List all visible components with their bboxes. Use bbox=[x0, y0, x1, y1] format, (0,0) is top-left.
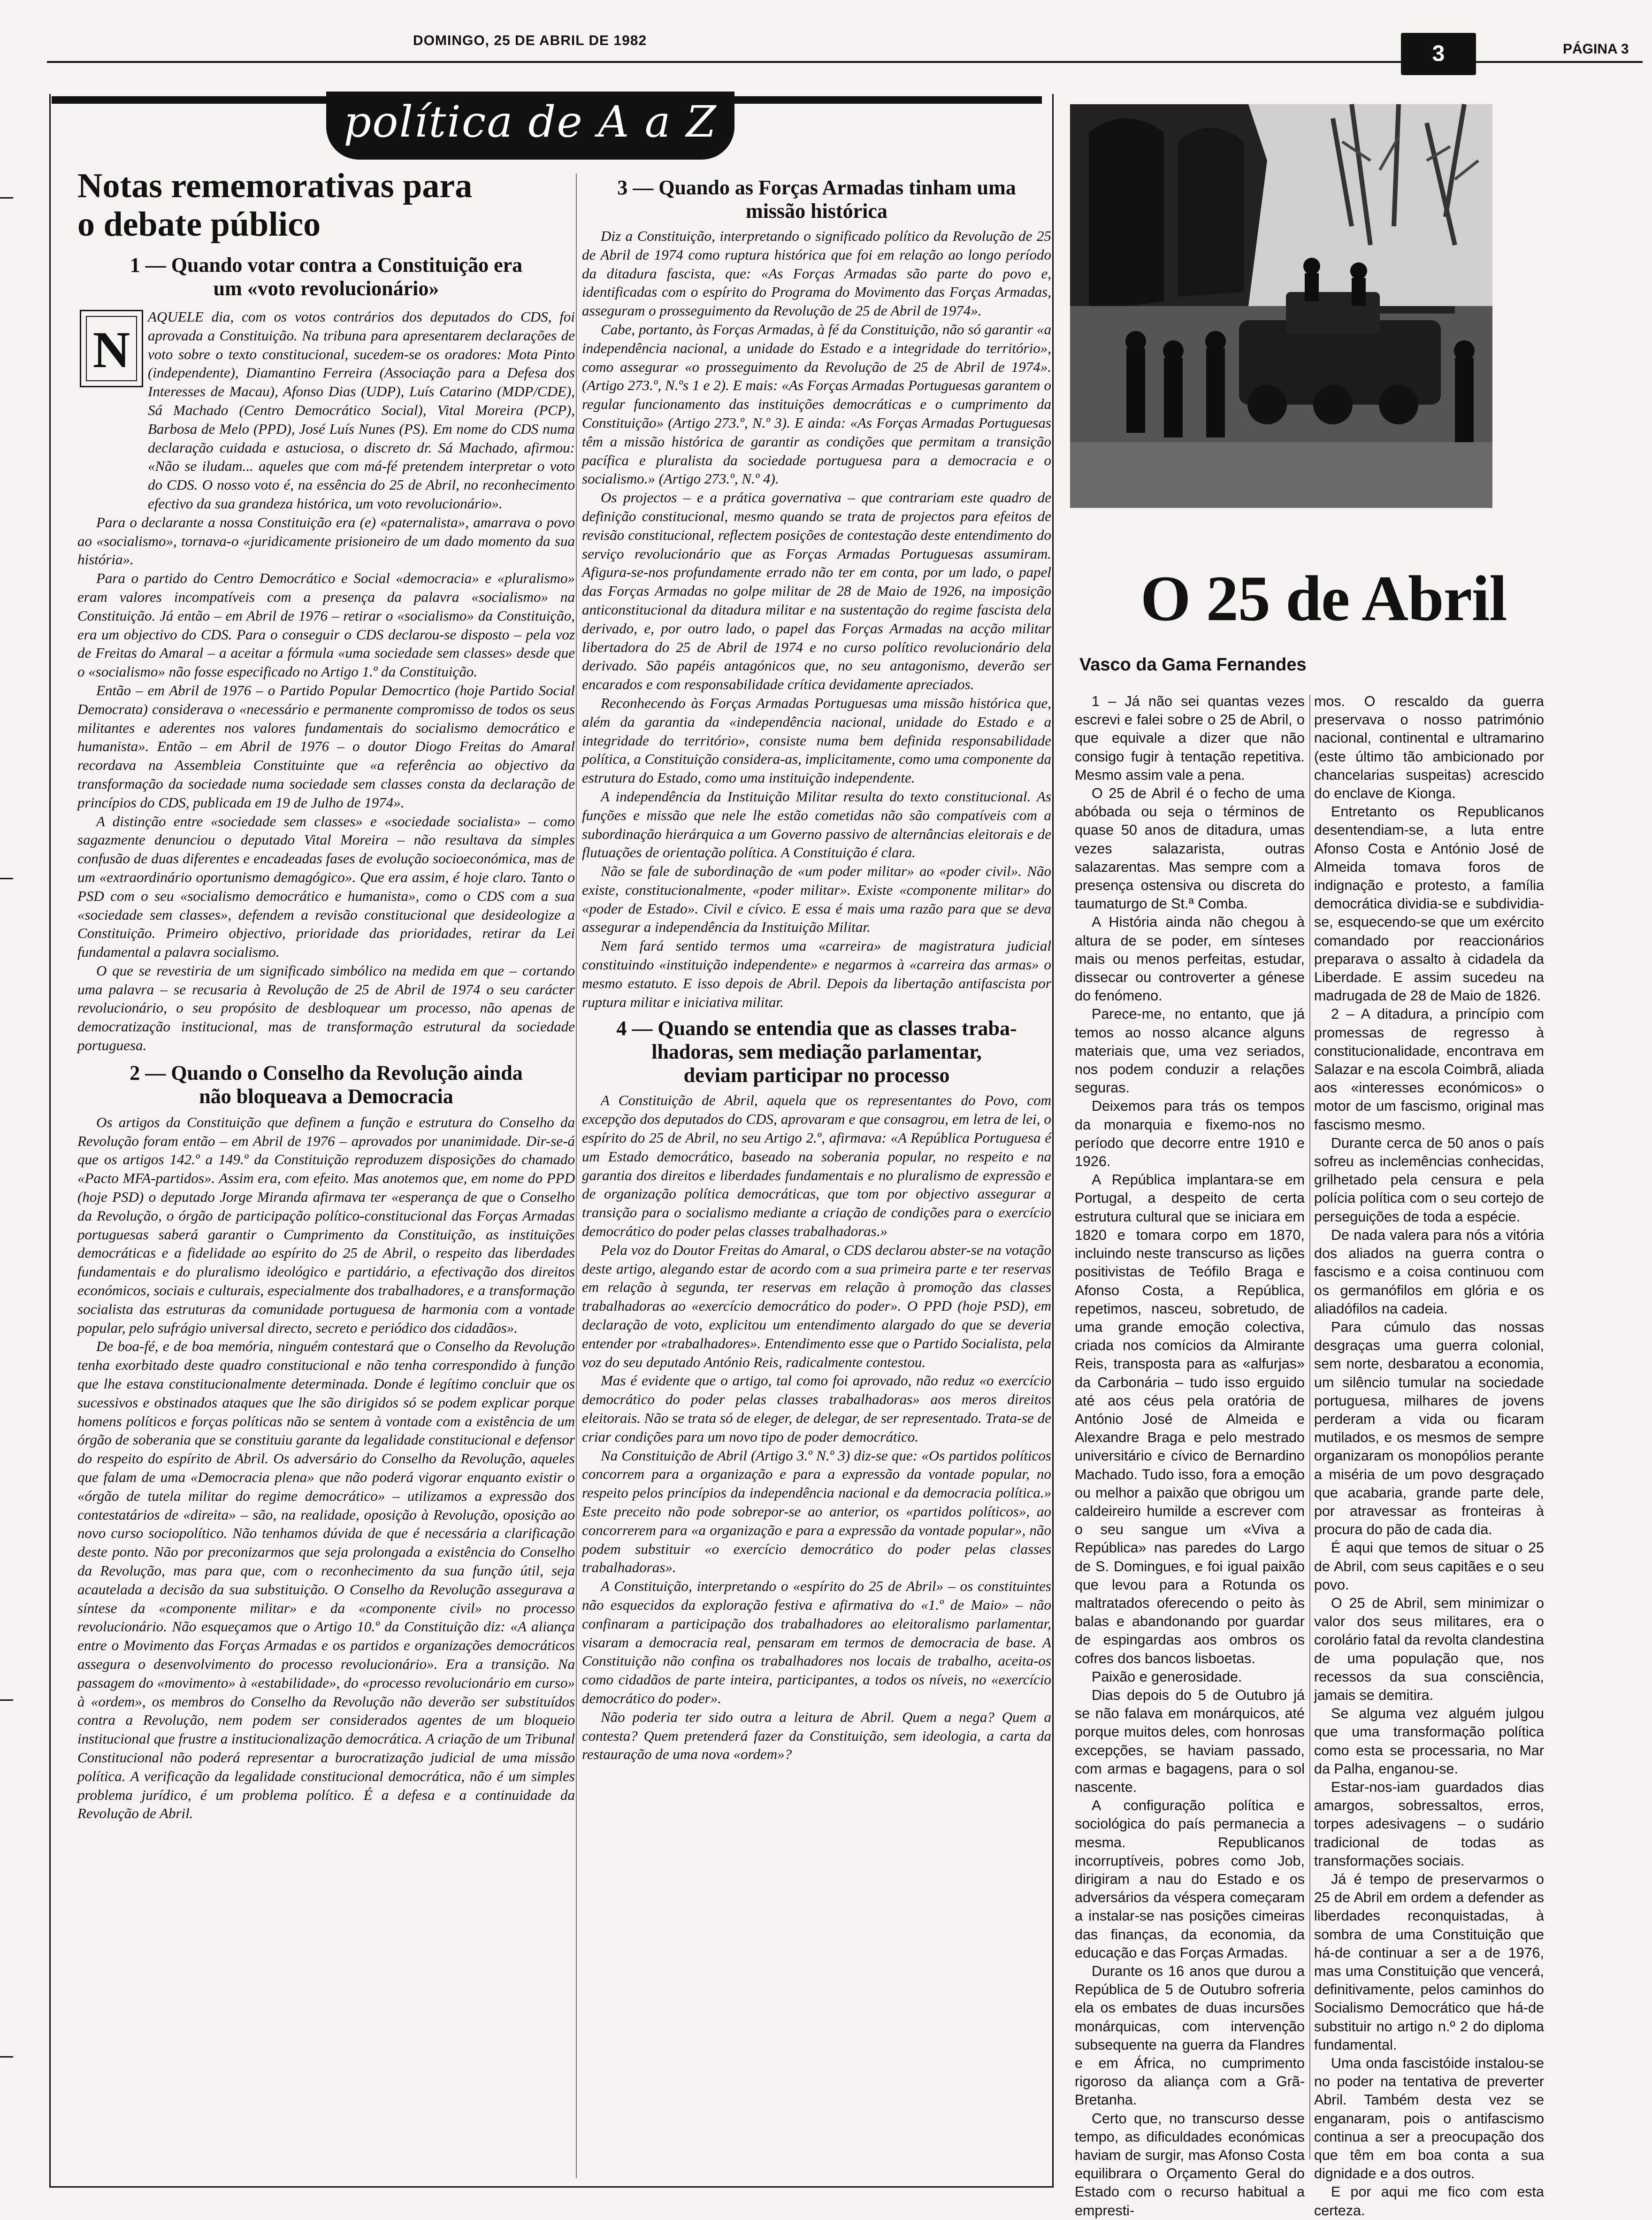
paragraph: Já é tempo de preservarmos o 25 de Abril em ordem a defender as liberdades reconquistadas, à sombra de uma Constituição que há-de continuar a ser a de 1976, mas uma Constituição que vencerá, definitivamente, pelos caminhos do Socialismo Democrático que há-de substituir no artigo n.º 2 do diploma fundamental. bbox=[1314, 1871, 1544, 2053]
margin-mark bbox=[0, 2056, 13, 2058]
section-heading-4: 4 — Quando se entendia que as classes traba- lhadoras, sem mediação parlamentar, deviam participar no processo bbox=[616, 1017, 1017, 1087]
paragraph: Na Constituição de Abril (Artigo 3.º N.º 3) diz-se que: «Os partidos políticos concorrem para a organização e para a expressão da vontade popular, no respeito pelos princípios da independência nacional e da democracia política.» Este preceito não pode sobrepor-se ao anterior, os «partidos políticos», ao concorrerem para «a organização e para a expressão da vontade popular», não podem substituir «o exercício democrático do poder pelas classes trabalhadoras». bbox=[582, 1447, 1051, 1576]
paragraph: A independência da Instituição Militar resulta do texto constitucional. As funções e missão que nele lhe estão cometidas não são compatíveis com a subordinação hierárquica a um Governo passivo de alternâncias eleitorais e de flutuações de orientação política. A Constituição é clara. bbox=[582, 788, 1051, 861]
paragraph: Então – em Abril de 1976 – o Partido Popular Democrtico (hoje Partido Social Democrata) considerava o «necessário e permanente compromisso de todos os seus militantes e aderentes nos valores fundamentais do socialismo democrático e humanista». Então – em Abril de 1976 – o doutor Diogo Freitas do Amaral recordava na Assembleia Constituinte que «a referência ao objectivo da transformação da sociedade numa sociedade sem classes consta da declaração de princípios do CDS, publicada em 19 de Julho de 1974». bbox=[77, 682, 575, 811]
right-article-title: O 25 de Abril bbox=[1140, 562, 1507, 634]
paragraph: Estar-nos-iam guardados dias amargos, sobressaltos, erros, torpes adesivagens – o sudário tradicional de todas as transformações sociais. bbox=[1314, 1779, 1544, 1869]
paragraph: Parece-me, no entanto, que já temos ao nosso alcance alguns materiais que, uma vez seriados, nos podem conduzir a relações seguras. bbox=[1075, 1006, 1305, 1096]
author-byline: Vasco da Gama Fernandes bbox=[1079, 655, 1307, 675]
paragraph: Se alguma vez alguém julgou que uma transformação política como esta se processaria, no Mar da Palha, enganou-se. bbox=[1314, 1705, 1544, 1777]
paragraph: Uma onda fascistóide instalou-se no poder na tentativa de preverter Abril. Também desta vez se enganaram, pois o antifascismo continua a ser a preocupação dos que têm em boa conta a sua dignidade e a dos outros. bbox=[1314, 2055, 1544, 2182]
paragraph: Paixão e generosidade. bbox=[1092, 1668, 1242, 1685]
paragraph: Não se fale de subordinação de «um poder militar» ao «poder civil». Não existe, constitucionalmente, «poder militar». Existe «componente militar» do «poder de Estado». Civil e cívico. E essa é mais uma razão para que se deva assegurar a independência da Instituição Militar. bbox=[582, 863, 1051, 936]
paragraph: 1 – Já não sei quantas vezes escrevi e falei sobre o 25 de Abril, o que equivale a dizer que não consigo fugir à tentação repetitiva. Mesmo assim vale a pena. bbox=[1075, 693, 1305, 783]
paragraph: A História ainda não chegou à altura de se poder, em sínteses mais ou menos perfeitas, estudar, dissecar ou controverter a génese do fenómeno. bbox=[1075, 914, 1305, 1004]
paragraph: Nem fará sentido termos uma «carreira» de magistratura judicial constituindo «instituição independente» e negarmos à «carreira das armas» o mesmo estatuto. E isso depois de Abril. Depois da libertação antifascista por ruptura militar e iniciativa militar. bbox=[582, 937, 1051, 1010]
paragraph: O que se revestiria de um significado simbólico na medida em que – cortando uma palavra – se recusaria à Revolução de 25 de Abril de 1974 o seu carácter revolucionário, o seu propósito de desbloquear um processo, não apenas de democratização institucional, mas de transformação estrutural da sociedade portuguesa. bbox=[77, 962, 575, 1054]
section-title: política de A a Z bbox=[344, 97, 717, 147]
paragraph: Pela voz do Doutor Freitas do Amaral, o CDS declarou abster-se na votação deste artigo, alegando estar de acordo com a sua primeira parte e ter reservas em relação à segunda, ter reservas em relação à promoção das classes trabalhadoras ao «exercício democrático do poder». O PPD (hoje PSD), em declaração de voto, explicitou um entendimento alargado do que se deveria entender por «trabalhadores». Entendimento esse que o Partido Socialista, pela voz do seu deputado António Reis, radicalmente contestou. bbox=[582, 1241, 1051, 1370]
paragraph: Os projectos – e a prática governativa – que contrariam este quadro de definição constitucional, mesmo quando se trata de projectos para efeitos de revisão constitucional, reflectem posições de contestação deste entendimento do serviço revolucionário que as Forças Armadas Portuguesas assumiram. Afigura-se-nos profundamente errado não ter em conta, por um lado, o papel das Forças Armadas no golpe militar de 28 de Maio de 1926, na imposição anticonstitucional da ditadura militar e na sustentação do regime fascista dela derivado, e, por outro lado, o papel das Forças Armadas na acção militar libertadora do 25 de Abril de 1974 e no curso político revolucionário dela derivado. São papéis antagónicos que, no seu antagonismo, deverão ser encarados e com responsabilidade crítica devidamente apreciados. bbox=[582, 489, 1051, 693]
drop-cap: N bbox=[80, 310, 143, 387]
paragraph: Certo que, no transcurso desse tempo, as dificuldades económicas haviam de surgir, mas Afonso Costa equilibrara o Orçamento Geral do Estado com o recurso habitual a empresti- bbox=[1075, 2110, 1305, 2219]
paragraph: A configuração política e sociológica do país permanecia a mesma. Republicanos incorruptíveis, pobres como Job, dirigiram a nau do Estado e os adversários da véspera começaram a instalar-se nas posições cimeiras das finanças, da economia, da educação e das Forças Armadas. bbox=[1075, 1798, 1305, 1961]
header-rule bbox=[47, 61, 1643, 63]
paragraph: Reconhecendo às Forças Armadas Portuguesas uma missão histórica que, além da garantia da «independência nacional, unidade do Estado e a integridade do território», consiste numa bem definida responsabilidade política, a Constituição considera-as, implicitamente, como uma componente da estrutura do Estado, como uma instituição independente. bbox=[582, 694, 1051, 786]
paragraph: Durante os 16 anos que durou a República de 5 de Outubro sofreria ela os embates de duas incursões monárquicas, com intervenção subsequente na guerra da Flandres e em África, no cumprimento rigoroso da aliança com a Grã-Bretanha. bbox=[1075, 1963, 1305, 2108]
paragraph: De nada valera para nós a vitória dos aliados na guerra contra o fascismo e a coisa continuou com os germanófilos em glória e os aliadófilos na cadeia. bbox=[1314, 1227, 1544, 1317]
paragraph: AQUELE dia, com os votos contrários dos deputados do CDS, foi aprovada a Constituição. Na tribuna para apresentarem declarações de voto sobre o texto constitucional, sucedem-se os oradores: Mota Pinto (independente), Diamantino Ferreira (Associação para a Defesa dos Interesses de Macau), Afonso Dias (UDP), Luís Catarino (MDP/CDE), Sá Machado (Centro Democrático Social), Vital Moreira (PCP), Barbosa de Melo (PPD), José Luís Nunes (PS). Em nome do CDS numa declaração cuidada e astuciosa, o discreto dr. Sá Machado, afirmou: «Não se iludam... aqueles que com má-fé pretendem interpretar o voto do CDS. O nosso voto é, na essência do 25 de Abril, no reconhecimento efectivo da sua grandeza histórica, um voto revolucionário». bbox=[148, 308, 575, 512]
paragraph: A República implantara-se em Portugal, a despeito de certa estrutura cultural que se iniciara em 1820 e tomara corpo em 1870, incluindo neste transcurso as lições positivistas de Teófilo Braga e Afonso Costa, a República, repetimos, nasceu, sobretudo, de uma grande emoção colectiva, criada nos comícios da Almirante Reis, transposta para as «alfurjas» da Carbonária – tudo isso erguido até aos céus pela oratória de António José de Almeida e Alexandre Braga e pelo mestrado universitário e cívico de Bernardino Machado. Tudo isso, fora a emoção ou melhor a paixão que obrigou um caldeireiro humilde a escrever com o seu sangue um «Viva a República» nas paredes do Largo de S. Domingues, e foi igual paixão que levou para a Rotunda os maltratados oferecendo o peito às balas e abandonando por guardar de espingardas aos ombros os cofres dos bancos lisboetas. bbox=[1075, 1172, 1305, 1667]
paragraph: Diz a Constituição, interpretando o significado político da Revolução de 25 de Abril de 1974 como ruptura histórica que foi em relação ao longo período da ditadura fascista, que: «As Forças Armadas são parte do povo e, identificadas com o espírito do Programa do Movimento das Forças Armadas, asseguram o prosseguimento da Revolução de 25 de Abril de 1974». bbox=[582, 228, 1051, 319]
paragraph: Não poderia ter sido outra a leitura de Abril. Quem a nega? Quem a contesta? Quem pretenderá fazer da Constituição, sem ideologia, a carta da restauração de uma nova «ordem»? bbox=[582, 1708, 1051, 1763]
photo-of-armoured-vehicle-and-soldiers bbox=[1070, 104, 1492, 508]
paragraph: Deixemos para trás os tempos da monarquia e fixemo-nos no período que decorre entre 1910 e 1926. bbox=[1075, 1098, 1305, 1170]
article-frame bbox=[49, 94, 1054, 2188]
paragraph: É aqui que temos de situar o 25 de Abril, com seus capitães e o seu povo. bbox=[1314, 1540, 1544, 1593]
page-label: PÁGINA 3 bbox=[1563, 41, 1629, 57]
section-heading-3: 3 — Quando as Forças Armadas tinham uma missão histórica bbox=[617, 176, 1016, 223]
page-number-badge: 3 bbox=[1401, 33, 1476, 75]
paragraph: Durante cerca de 50 anos o país sofreu as inclemências conhecidas, grilhetado pela censura e pela polícia política com o seu cortejo de perseguições de toda a espécie. bbox=[1314, 1135, 1544, 1225]
issue-date: DOMINGO, 25 DE ABRIL DE 1982 bbox=[413, 33, 647, 48]
section-heading-1: 1 — Quando votar contra a Constituição era um «voto revolucionário» bbox=[130, 253, 523, 300]
section-heading-2: 2 — Quando o Conselho da Revolução ainda não bloqueava a Democracia bbox=[130, 1061, 523, 1108]
column-divider bbox=[1309, 695, 1310, 2159]
article-title: Notas rememorativas para o debate público bbox=[77, 167, 473, 244]
paragraph: O 25 de Abril, sem minimizar o valor dos seus militares, era o corolário fatal da revolta clandestina de uma população que, nos recessos da sua consciência, jamais se demitira. bbox=[1314, 1595, 1544, 1703]
paragraph: 2 – A ditadura, a princípio com promessas de regresso à constitucionalidade, encontrava em Salazar e na escola Coimbrã, aliada aos «interesses económicos» o motor de um fascismo, original mas fascismo mesmo. bbox=[1314, 1006, 1544, 1133]
margin-mark bbox=[0, 1699, 13, 1701]
margin-mark bbox=[0, 878, 13, 879]
margin-mark bbox=[0, 197, 13, 199]
paragraph: A distinção entre «sociedade sem classes» e «sociedade socialista» – como sagazmente denunciou o deputado Vital Moreira – não resultava da simples confusão de duas diferentes e encadeadas fases de evolução socioeconómica, mas de um «extraordinário oportunismo demagógico». Que era assim, é hoje claro. Tanto o PSD com o seu «socialismo democrático e humanista», como o CDS com a sua «sociedade sem classes», defendem a revisão constitucional que desideologize a Constituição. Primeiro objectivo, prioridade das prioridades, retirar da Lei fundamental a palavra socialismo. bbox=[77, 813, 575, 960]
right-column-2 bbox=[1314, 692, 1544, 2219]
paragraph: mos. O rescaldo da guerra preservava o nosso património nacional, continental e ultramarino (este último tão ambicionado por chancelarias suspeitas) acrescido do enclave de Kionga. bbox=[1314, 693, 1544, 802]
paragraph: Entretanto os Republicanos desentendiam-se, a luta entre Afonso Costa e António José de Almeida tomava foros de indignação e protesto, a família democrática dividia-se e subdividia-se, esquecendo-se que um exército comandado por reaccionários preparava o assalto à cidadela da Liberdade. E assim sucedeu na madrugada de 28 de Maio de 1826. bbox=[1314, 804, 1544, 1004]
paragraph: Dias depois do 5 de Outubro já se não falava em monárquicos, até porque muitos deles, com honrosas excepções, se haviam passado, com armas e bagagens, para o sol nascente. bbox=[1075, 1687, 1305, 1795]
paragraph: A Constituição, interpretando o «espírito do 25 de Abril» – os constituintes não esquecidos da exploração festiva e afirmativa do «1.º de Maio» – não confinaram a participação dos trabalhadores ao eleitoralismo parlamentar, visaram a democracia real, pensaram em termos de democracia de base. A Constituição não confina os trabalhadores nos locais de trabalho, aceita-os como cidadãos de parte inteira, participantes, a todos os níveis, no «exercício democrático do poder». bbox=[582, 1578, 1051, 1706]
paragraph: Os artigos da Constituição que definem a função e estrutura do Conselho da Revolução foram então – em Abril de 1976 – aprovados por unanimidade. Dir-se-á que os artigos 142.º a 149.º da Constituição reproduzem disposições do chamado «Pacto MFA-partidos». Assim era, com efeito. Mas anotemos que, em nome do PPD (hoje PSD) o deputado Jorge Miranda afirmava ter «esperança de que o Conselho da Revolução, o órgão de participação político-constitucional das Forças Armadas portuguesas saberá garantir o Cumprimento da Constituição, as instituições democráticas e a fidelidade ao espírito do 25 de Abril, o respeito das liberdades fundamentais e do pluralismo ideológico e partidário, a efectivação dos direitos económicos, sociais e culturais, especialmente dos trabalhadores, e a transformação socialista das estruturas da comunidade portuguesa de harmonia com a vontade popular, pelo sufrágio universal directo, secreto e periódico dos cidadãos». bbox=[77, 1114, 575, 1336]
paragraph: Cabe, portanto, às Forças Armadas, à fé da Constituição, não só garantir «a independência nacional, a unidade do Estado e a integridade do território», como assegurar «o prosseguimento da Revolução de 25 de Abril de 1974». (Artigo 273.º, N.ºs 1 e 2). E mais: «As Forças Armadas Portuguesas garantem o regular funcionamento das instituições democráticas e o cumprimento da Constituição» (Artigo 273.º, N.º 3). E ainda: «As Forças Armadas Portuguesas têm a missão histórica de garantir as condições que permitam a transição pacífica e pluralista da sociedade portuguesa para a democracia e o socialismo.» (Artigo 273.º, N.º 4). bbox=[582, 321, 1051, 487]
paragraph: A Constituição de Abril, aquela que os representantes do Povo, com excepção dos deputados do CDS, aprovaram e que consagrou, em letra de lei, o espírito do 25 de Abril, no seu Artigo 2.º, afirmava: «A República Portuguesa é um Estado democrático, baseado na soberania popular, no respeito e na garantia dos direitos e liberdades fundamentais e no pluralismo de expressão e de organização política democráticas, que tom por objectivo assegurar a transição para o socialismo mediante a criação de condições para o exercício democrático do poder pelas classes trabalhadoras.» bbox=[582, 1092, 1051, 1240]
paragraph: De boa-fé, e de boa memória, ninguém contestará que o Conselho da Revolução tenha exorbitado deste quadro constitucional e não tenha correspondido à função que lhe estava constitucionalmente determinada. Donde é legítimo concluir que os sucessivos e obstinados ataques que lhe são dirigidos só se podem explicar porque homens políticos e forças políticas não se sentem à vontade com a existência de um órgão de soberania que se constituiu garante da legalidade constitucional e defensor do respeito do espírito de Abril. Os adversário do Conselho da Revolução, aqueles que falam de uma «Democracia plena» que não poderá vigorar enquanto existir o «órgão de tutela militar do regime democrático» – utilizamos a expressão dos contestatários de «direita» – são, na realidade, oposição à Revolução, oposição ao novo curso sociopolítico. Não tenhamos dúvida de que é necessária a clarificação deste ponto. Não por preconizarmos que seja prolongada a existência do Conselho da Revolução, mas para que, com o reconhecimento da sua função útil, seja acautelada a decisão da sua substituição. O Conselho da Revolução assegurava a síntese da «componente militar» e da «componente civil» no processo revolucionário. Não esqueçamos que o Artigo 10.º da Constituição diz: «A aliança entre o Movimento das Forças Armadas e os partidos e organizações democráticos assegura o desenvolvimento do processo revolucionário». Era a transição. Na passagem do «movimento» à «estabilidade», do «processo revolucionário em curso» à «ordem», os membros do Conselho da Revolução não deverão ser substituídos contra a Revolução, nem podem ser considerados agentes de um bloqueio institucional que frustre a institucionalização democrática. A criação de um Tribunal Constitucional não poderá representar a burocratização judicial de uma missão política. A verificação da legalidade constitucional democrática, não é um simples problema jurídico, é um problema político. É a defesa e a continuidade da Revolução de Abril. bbox=[77, 1338, 575, 1822]
paragraph: Para cúmulo das nossas desgraças uma guerra colonial, sem norte, desbaratou a economia, um silêncio tumular na sociedade portuguesa, milhares de jovens perderam a vida ou ficaram mutilados, e os mesmos de sempre organizaram os monopólios perante a miséria de um povo desgraçado que acabaria, grande parte dele, por atravessar as fronteiras à procura do pão de cada dia. bbox=[1314, 1319, 1544, 1538]
paragraph: Mas é evidente que o artigo, tal como foi aprovado, não reduz «o exercício democrático do poder pelas classes trabalhadoras» aos meros direitos eleitorais. Não se trata só de eleger, de delegar, de ser representado. Trata-se de criar condições para um novo tipo de poder democrático. bbox=[582, 1372, 1051, 1445]
paragraph: Para o partido do Centro Democrático e Social «democracia» e «pluralismo» eram valores incompatíveis com a presença da palavra «socialismo» na Constituição. Já então – em Abril de 1976 – retirar o «socialismo» da Constituição, era um objectivo do CDS. Para o conseguir o CDS declarou-se disposto – pela voz de Freitas do Amaral – a aceitar a fórmula «uma sociedade sem classes» desde que o «socialismo» não fosse especificado no Artigo 1.º da Constituição. bbox=[77, 570, 575, 680]
paragraph: E por aqui me fico com esta certeza. bbox=[1314, 2184, 1544, 2219]
paragraph: Para o declarante a nossa Constituição era (e) «paternalista», amarrava o povo ao «socialismo», tornava-o «juridicamente prisioneiro de um dado momento da sua história». bbox=[77, 514, 575, 568]
paragraph: O 25 de Abril é o fecho de uma abóbada ou seja o términos de quase 50 anos de ditadura, umas vezes salazarista, outras salazarentas. Mas sempre com a presença ostensiva ou discreta do taumaturgo de St.ª Comba. bbox=[1075, 785, 1305, 912]
article-photo bbox=[1070, 104, 1492, 508]
right-column-1 bbox=[1075, 692, 1305, 2219]
